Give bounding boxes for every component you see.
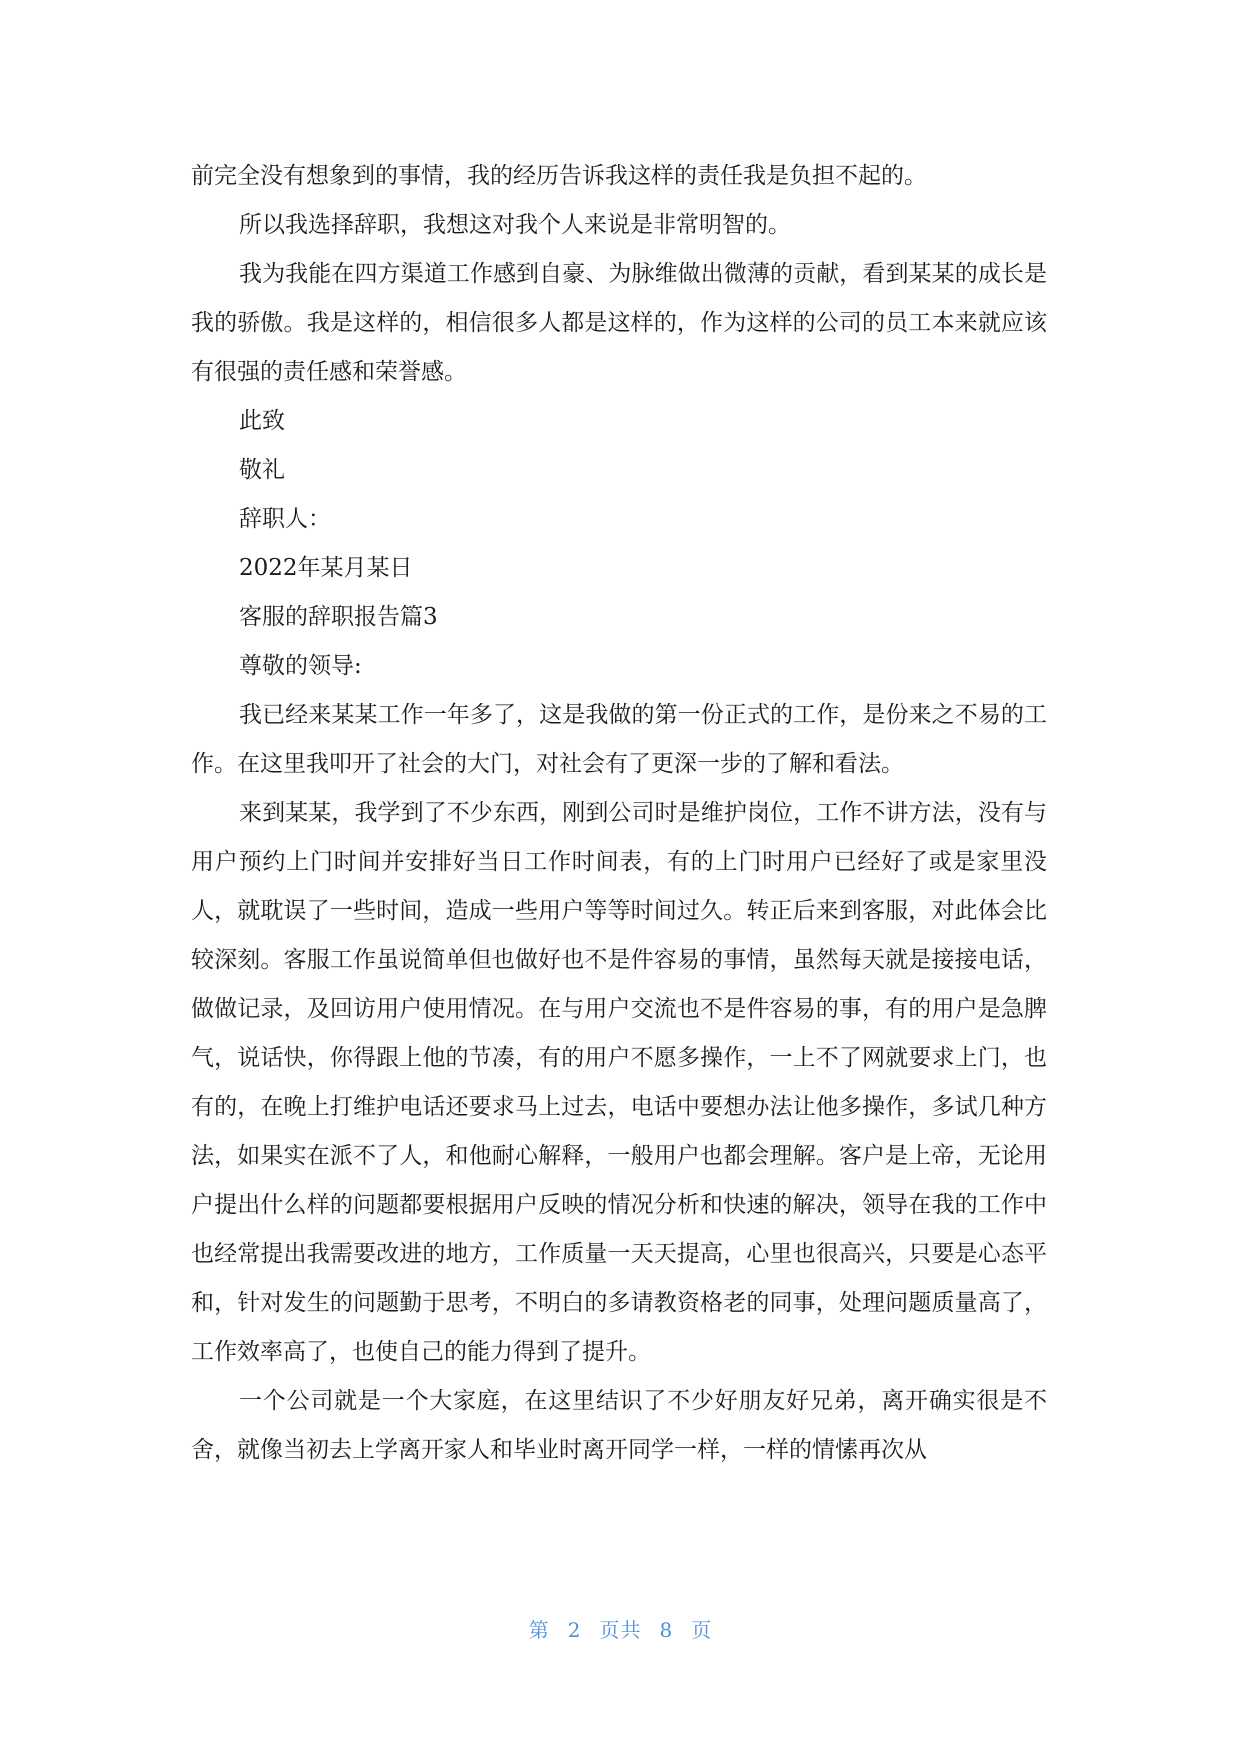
- date-line: 2022年某月某日: [239, 555, 413, 581]
- closing-salutation: 此致: [239, 408, 285, 434]
- paragraph-2: 所以我选择辞职，我想这对我个人来说是非常明智的。: [239, 212, 791, 238]
- paragraph-1: 前完全没有想象到的事情，我的经历告诉我这样的责任我是负担不起的。: [191, 163, 927, 189]
- paragraph-experience: 来到某某，我学到了不少东西，刚到公司时是维护岗位，工作不讲方法，没有与用户预约上门时间并安排好当日工作时间表，有的上门时用户已经好了或是家里没人，就耽误了一些时间，造成一些用户等等时间过久。转正后来到客服，对此体会比较深刻。客服工作虽说简单但也做好也不是件容易的事情，虽然每天就是接接电话，做做记录，及回访用户使用情况。在与用户交流也不是件容易的事，有的用户是急脾气，说话快，你得跟上他的节凑，有的用户不愿多操作，一上不了网就要求上门，也有的，在晚上打维护电话还要求马上过去，电话中要想办法让他多操作，多试几种方法，如果实在派不了人，和他耐心解释，一般用户也都会理解。客户是上帝，无论用户提出什么样的问题都要根据用户反映的情况分析和快速的解决，领导在我的工作中也经常提出我需要改进的地方，工作质量一天天提高，心里也很高兴，只要是心态平和，针对发生的问题勤于思考，不明白的多请教资格老的同事，处理问题质量高了，工作效率高了，也使自己的能力得到了提升。: [191, 800, 1047, 1365]
- page-label-mid: 页共: [599, 1618, 642, 1642]
- section-heading: 客服的辞职报告篇3: [239, 604, 438, 630]
- closing-regards: 敬礼: [239, 457, 285, 483]
- paragraph-farewell: 一个公司就是一个大家庭，在这里结识了不少好朋友好兄弟，离开确实很是不舍，就像当初去上学离开家人和毕业时离开同学一样，一样的情愫再次从: [191, 1388, 1047, 1463]
- page-label-suffix: 页: [691, 1618, 713, 1642]
- document-body: [191, 152, 1047, 1475]
- paragraph-3: 我为我能在四方渠道工作感到自豪、为脉维做出微薄的贡献，看到某某的成长是我的骄傲。我是这样的，相信很多人都是这样的，作为这样的公司的员工本来就应该有很强的责任感和荣誉感。: [191, 261, 1047, 385]
- page-footer: [0, 1614, 1241, 1643]
- paragraph-intro: 我已经来某某工作一年多了，这是我做的第一份正式的工作，是份来之不易的工作。在这里我叩开了社会的大门，对社会有了更深一步的了解和看法。: [191, 702, 1047, 777]
- current-page-number: 2: [567, 1618, 582, 1642]
- signature-label: 辞职人：: [239, 506, 331, 532]
- greeting: 尊敬的领导:: [239, 653, 362, 679]
- page-label-prefix: 第: [528, 1618, 550, 1642]
- total-pages-number: 8: [659, 1618, 674, 1642]
